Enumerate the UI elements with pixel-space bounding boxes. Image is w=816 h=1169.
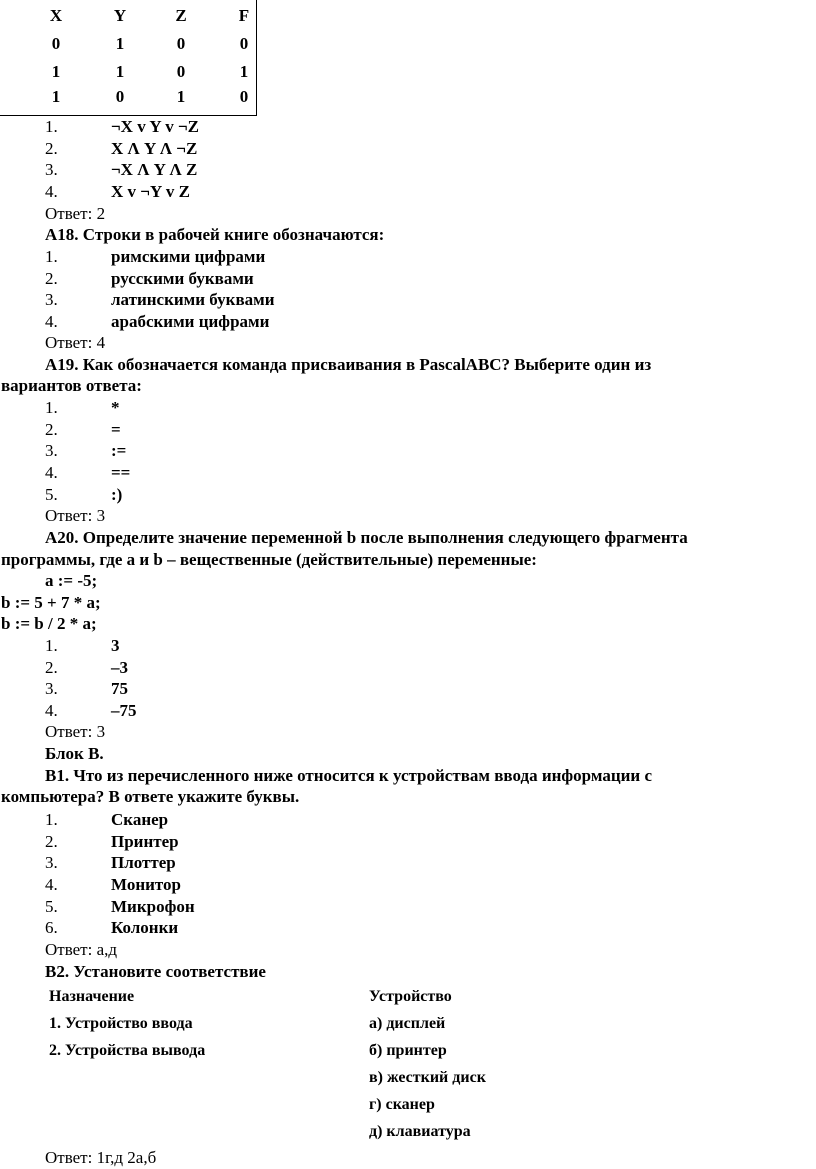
option-text: == [111,463,131,482]
option-text: := [111,441,127,460]
option-number: 4. [45,463,58,482]
option-text: латинскими буквами [111,290,275,309]
table-cell: 0 [115,87,125,106]
option-text: Принтер [111,832,179,851]
table-cell: 1 [239,62,249,81]
answer: Ответ: 1г,д 2а,б [45,1148,157,1167]
option-number: 1. [45,247,58,266]
table-cell: 0 [51,34,61,53]
code-line: a := -5; [45,571,98,590]
table-cell: 0 [176,62,186,81]
match-right-item: а) дисплей [369,1015,446,1032]
option-number: 3. [45,679,58,698]
option-text: ¬X ᴠ Y ᴠ ¬Z [111,117,200,136]
option-number: 2. [45,832,58,851]
option-number: 2. [45,658,58,677]
option-text: –3 [111,658,128,677]
match-right-item: г) сканер [369,1096,435,1113]
option-text: :) [111,485,123,504]
question-b2: В2. Установите соответствие [45,962,266,981]
question-a20-cont: программы, где а и b – вещественные (действительные) переменные: [1,550,537,569]
question-a19-cont: вариантов ответа: [1,376,142,395]
option-number: 1. [45,398,58,417]
option-text: арабскими цифрами [111,312,270,331]
table-cell: 1 [51,62,61,81]
option-number: 4. [45,875,58,894]
table-cell: 1 [115,62,125,81]
table-cell: 1 [115,34,125,53]
option-text: Микрофон [111,897,195,916]
option-number: 5. [45,485,58,504]
match-right-item: в) жесткий диск [369,1069,486,1086]
option-text: 75 [111,679,128,698]
match-left-item: 2. Устройства вывода [49,1042,206,1059]
question-a18: А18. Строки в рабочей книге обозначаются: [45,225,385,244]
answer: Ответ: 3 [45,722,106,741]
question-b1: В1. Что из перечисленного ниже относится к устройствам ввода информации с [45,766,653,785]
option-number: 4. [45,312,58,331]
match-right-item: д) клавиатура [369,1123,471,1140]
match-left-item: 1. Устройство ввода [49,1015,193,1032]
section-heading: Блок В. [45,744,104,763]
truth-table [0,0,257,116]
option-number: 6. [45,918,58,937]
option-text: Сканер [111,810,169,829]
table-cell: 0 [239,87,249,106]
option-number: 2. [45,420,58,439]
option-text: Колонки [111,918,179,937]
option-number: 2. [45,269,58,288]
option-number: 1. [45,117,58,136]
option-number: 4. [45,182,58,201]
option-text: 3 [111,636,120,655]
option-number: 3. [45,441,58,460]
option-number: 1. [45,636,58,655]
table-header: F [238,6,250,25]
table-cell: 0 [176,34,186,53]
question-a20: А20. Определите значение переменной b после выполнения следующего фрагмента [45,528,688,547]
option-text: = [111,420,121,439]
option-text: Плоттер [111,853,176,872]
option-number: 3. [45,160,58,179]
code-line: b := 5 + 7 * a; [1,593,101,612]
table-cell: 0 [239,34,249,53]
option-number: 3. [45,853,58,872]
answer: Ответ: а,д [45,940,118,959]
option-text: ¬X Λ Y Λ Z [111,160,198,179]
question-b1-cont: компьютера? В ответе укажите буквы. [1,787,300,806]
match-right-item: б) принтер [369,1042,447,1059]
option-text: * [111,398,120,417]
table-header: Z [175,6,187,25]
question-a19: А19. Как обозначается команда присваивания в PascalABC? Выберите один из [45,355,652,374]
answer: Ответ: 4 [45,333,106,352]
table-cell: 1 [51,87,61,106]
option-text: римскими цифрами [111,247,266,266]
code-line: b := b / 2 * a; [1,614,97,633]
table-header: Y [113,6,127,25]
table-header: X [49,6,63,25]
option-text: Монитор [111,875,181,894]
option-text: X ᴠ ¬Y ᴠ Z [111,182,190,201]
answer: Ответ: 3 [45,506,106,525]
option-number: 1. [45,810,58,829]
answer: Ответ: 2 [45,204,106,223]
option-number: 5. [45,897,58,916]
option-text: русскими буквами [111,269,254,288]
option-number: 3. [45,290,58,309]
option-number: 2. [45,139,58,158]
table-cell: 1 [176,87,186,106]
column-header-left: Назначение [49,988,135,1005]
option-text: –75 [111,701,137,720]
column-header-right: Устройство [369,988,452,1005]
option-number: 4. [45,701,58,720]
option-text: X Λ Y Λ ¬Z [111,139,198,158]
